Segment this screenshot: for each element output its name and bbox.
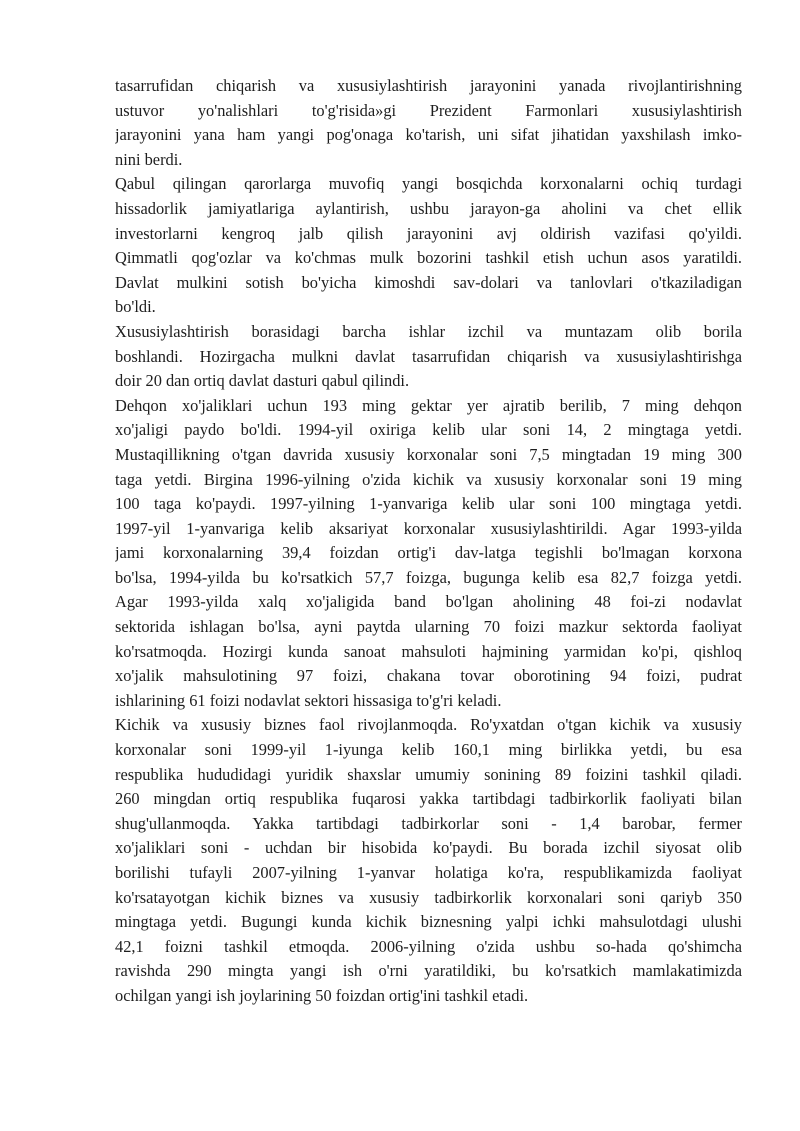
text-line: Kichik va xususiy biznes faol rivojlanmoqda. Ro'yxatdan o'tgan kichik va xususiy (115, 715, 742, 735)
text-line: tasarrufidan chiqarish va xususiylashtirish jarayonini yanada rivojlantirishning (115, 76, 742, 95)
text-line: xo'jaliklari soni - uchdan bir hisobida ko'paydi. Bu borada izchil siyosat olib (115, 838, 742, 858)
text-line: ochilgan yangi ish joylarining 50 foizdan ortig'ini tashkil etadi. (115, 985, 529, 1005)
text-line: Qimmatli qog'ozlar va ko'chmas mulk bozorini tashkil etish uchun asos yaratildi. (115, 248, 742, 268)
text-line: bo'lsa, 1994-yilda bu ko'rsatkich 57,7 foizga, bugunga kelib esa 82,7 foizga yetdi. (115, 567, 742, 587)
text-line: respublika hududidagi yuridik shaxslar umumiy sonining 89 foizini tashkil qiladi. (115, 764, 742, 784)
text-line: hissadorlik jamiyatlariga aylantirish, ushbu jarayon-ga aholini va chet ellik (115, 198, 742, 218)
text-line: taga yetdi. Birgina 1996-yilning o'zida kichik va xususiy korxonalar soni 19 ming (115, 469, 742, 489)
text-line: ustuvor yo'nalishlari to'g'risida»gi Prezident Farmonlari xususiylashtirish (115, 100, 742, 120)
text-line: korxonalar soni 1999-yil 1-iyunga kelib 160,1 ming birlikka yetdi, bu esa (115, 740, 742, 760)
text-line: xo'jaligi paydo bo'ldi. 1994-yil oxiriga kelib ular soni 14, 2 mingtaga yetdi. (115, 420, 742, 440)
text-line: 100 taga ko'paydi. 1997-yilning 1-yanvariga kelib ular soni 100 mingtaga yetdi. (115, 494, 742, 514)
text-line: ko'rsatmoqda. Hozirgi kunda sanoat mahsuloti hajmining yarmidan ko'pi, qishloq (115, 641, 742, 661)
text-line: jami korxonalarning 39,4 foizdan ortig'i dav-latga tegishli bo'lmagan korxona (115, 543, 742, 563)
text-line: boshlandi. Hozirgacha mulkni davlat tasarrufidan chiqarish va xususiylashtirishga (115, 346, 742, 366)
text-line: mingtaga yetdi. Bugungi kunda kichik biznesning yalpi ichki mahsulotdagi ulushi (115, 912, 742, 932)
text-line: 260 mingdan ortiq respublika fuqarosi yakka tartibdagi tadbirkorlik faoliyati bilan (115, 789, 742, 809)
text-line: ko'rsatayotgan kichik biznes va xususiy tadbirkorlik korxonalari soni qariyb 350 (115, 887, 742, 907)
text-line: Mustaqillikning o'tgan davrida xususiy korxonalar soni 7,5 mingtadan 19 ming 300 (115, 444, 742, 464)
text-line: ravishda 290 mingta yangi ish o'rni yaratildiki, bu ko'rsatkich mamlakatimizda (115, 961, 742, 981)
text-line: borilishi tufayli 2007-yilning 1-yanvar holatiga ko'ra, respublikamizda faoliyat (115, 863, 742, 882)
text-line: bo'ldi. (115, 297, 156, 317)
text-line: Davlat mulkini sotish bo'yicha kimoshdi sav-dolari va tanlovlari o'tkaziladigan (115, 272, 742, 292)
text-line: Qabul qilingan qarorlarga muvofiq yangi bosqichda korxonalarni ochiq turdagi (115, 174, 742, 194)
text-line: Agar 1993-yilda xalq xo'jaligida band bo'lgan aholining 48 foi-zi nodavlat (115, 592, 742, 612)
text-line: nini berdi. (115, 149, 183, 169)
text-line: 1997-yil 1-yanvariga kelib aksariyat korxonalar xususiylashtirildi. Agar 1993-yilda (115, 518, 742, 538)
text-line: ishlarining 61 foizi nodavlat sektori hissasiga to'g'ri keladi. (115, 690, 502, 710)
text-line: 42,1 foizni tashkil etmoqda. 2006-yilning o'zida ushbu so-hada qo'shimcha (115, 936, 742, 956)
text-line: investorlarni kengroq jalb qilish jarayonini avj oldirish vazifasi qo'yildi. (115, 223, 742, 243)
text-line: jarayonini yana ham yangi pog'onaga ko'tarish, uni sifat jihatidan yaxshilash imko- (115, 125, 742, 145)
text-line: xo'jalik mahsulotining 97 foizi, chakana tovar oborotining 94 foizi, pudrat (115, 666, 742, 686)
text-line: Dehqon xo'jaliklari uchun 193 ming gektar yer ajratib berilib, 7 ming dehqon (115, 395, 742, 415)
body-text (115, 74, 742, 1009)
text-line: Xususiylashtirish borasidagi barcha ishlar izchil va muntazam olib borila (115, 321, 742, 341)
text-line: shug'ullanmoqda. Yakka tartibdagi tadbirkorlar soni - 1,4 barobar, fermer (115, 813, 742, 833)
text-line: doir 20 dan ortiq davlat dasturi qabul qilindi. (115, 371, 410, 391)
text-line: sektorida ishlagan bo'lsa, ayni paytda ularning 70 foizi mazkur sektorda faoliyat (115, 617, 742, 637)
